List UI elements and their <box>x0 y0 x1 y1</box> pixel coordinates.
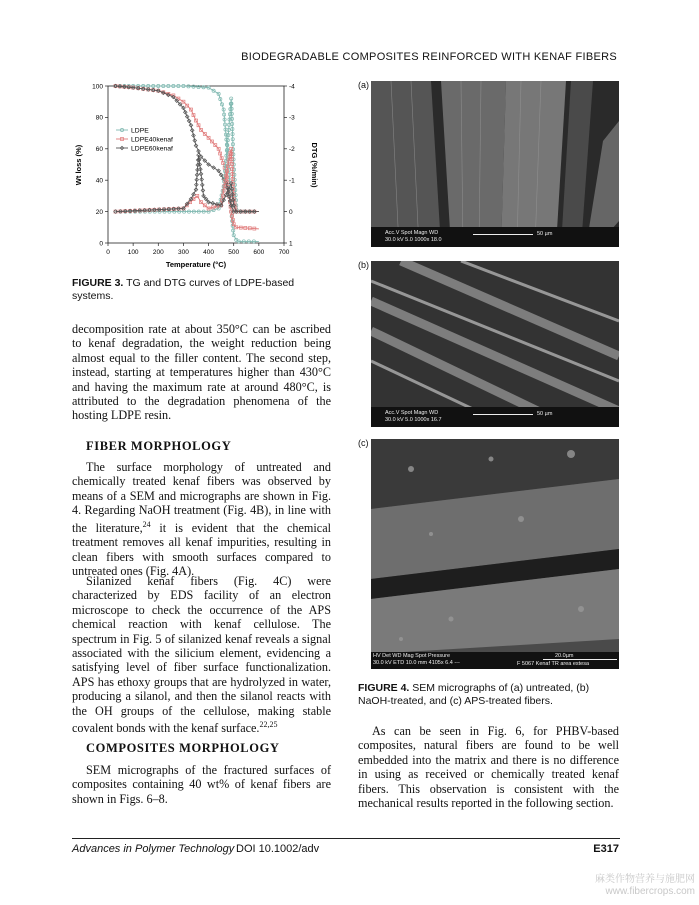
x-tick-label: 500 <box>228 249 240 256</box>
panel-a-scale-label: 50 µm <box>537 231 553 237</box>
panel-c-sample-label: F 5067 Kenaf TR area estesa <box>517 661 590 667</box>
paragraph-silanized <box>72 574 331 736</box>
footer-rule <box>72 838 620 839</box>
paragraph-decomposition: decomposition rate at about 350°C can be ascribed to kenaf degradation, the weight reduction being almost equal to the filler content. The second step, instead, starting at temperatures higher than 430°C and having the maximum rate at around 480°C, is attributed to the degradation phenomena of the hosting LDPE resin. <box>72 322 331 423</box>
sem-image-untreated <box>371 81 619 247</box>
panel-c-letter: (c) <box>358 438 369 448</box>
watermark <box>595 874 695 898</box>
panel-b-info-bottom: 30.0 kV 5.0 1000x 16.7 <box>385 417 442 423</box>
panel-c-scale-label: 20.0µm <box>555 653 574 659</box>
x-tick-label: 400 <box>203 249 215 256</box>
figure-4-label: FIGURE 4. <box>358 682 410 694</box>
x-tick-label: 600 <box>253 249 265 256</box>
heading-fiber-morphology: FIBER MORPHOLOGY <box>86 439 232 453</box>
x-tick-label: 700 <box>278 249 290 256</box>
panel-b-scale-label: 50 µm <box>537 411 553 417</box>
panel-a-info-bottom: 30.0 kV 5.0 1000x 18.0 <box>385 237 442 243</box>
y-axis-label: Wt loss (%) <box>74 144 83 186</box>
heading-composites-morphology: COMPOSITES MORPHOLOGY <box>86 741 280 755</box>
panel-b-scale-bar <box>473 414 533 415</box>
legend-label: LDPE <box>131 127 149 135</box>
figure-3-caption <box>72 277 322 303</box>
paragraph-surface-morphology-b: it is evident that the chemical treatment removes all kenaf impurities, resulting in clean fibers with smooth surfaces compared to untreated ones (Fig. 4A). <box>72 520 331 578</box>
panel-a-scale-bar <box>473 234 533 235</box>
panel-c-info-top: HV Det WD Mag Spot Pressure <box>373 653 451 659</box>
footer-page-number: E317 <box>593 843 619 855</box>
figure-3-caption-text: TG and DTG curves of LDPE-based systems. <box>72 277 295 302</box>
watermark-line-2: www.fibercrops.com <box>605 886 695 897</box>
sem-image-naoh-treated <box>371 261 619 427</box>
series-line <box>116 86 259 241</box>
figure-3-chart <box>72 78 322 270</box>
paragraph-phbv-composites: As can be seen in Fig. 6, for PHBV-based composites, natural fibers are found to be well embedded into the matrix and there is no difference in using as received or chemically treated kenaf fibers. This observation is consistent with the mechanical results reported in the following section. <box>358 724 619 811</box>
x-tick-label: 100 <box>127 249 139 256</box>
y2-tick-label: 1 <box>289 240 293 248</box>
footer-doi: DOI 10.1002/adv <box>236 843 320 855</box>
x-tick-label: 0 <box>106 249 110 256</box>
footer-journal: Advances in Polymer Technology <box>72 843 235 855</box>
running-header: BIODEGRADABLE COMPOSITES REINFORCED WITH KENAF FIBERS <box>241 51 617 63</box>
y-tick-label: 40 <box>95 177 103 185</box>
paragraph-silanized-text: Silanized kenaf fibers (Fig. 4C) were characterized by EDS facility of an electron microscope to check the occurrence of the APS chemical reaction with kenaf cellulose. The spectrum in Fig. 5 of silanized kenaf reveals a signal associated with the silicium element, evidencing a satisfying level of fiber surface functionalization. APS has ethoxy groups that are hydrolyzed in water, producing a silanol, and then the silanol reacts with the OH groups of the cellulose, making stable covalent bonds with the kenaf surface. <box>72 574 331 736</box>
panel-c-info-bottom: 30.0 kV ETD 10.0 mm 4105x 6.4 --- <box>373 660 460 666</box>
y2-tick-label: -1 <box>289 177 295 185</box>
panel-a-letter: (a) <box>358 80 369 90</box>
x-axis-label: Temperature (°C) <box>165 260 227 269</box>
y-tick-label: 60 <box>95 146 103 154</box>
reference-22-25: 22,25 <box>259 720 278 730</box>
tg-dtg-chart <box>72 78 322 270</box>
x-tick-label: 200 <box>152 249 164 256</box>
panel-a-info-top: Acc.V Spot Magn WD <box>385 230 439 236</box>
y2-tick-label: -2 <box>289 146 295 154</box>
figure-4-caption-text: SEM micrographs of (a) untreated, (b) NaOH-treated, and (c) APS-treated fibers. <box>358 682 590 707</box>
panel-b-letter: (b) <box>358 260 369 270</box>
y2-tick-label: -3 <box>289 114 295 122</box>
y-tick-label: 0 <box>99 240 103 248</box>
panel-b-info-top: Acc.V Spot Magn WD <box>385 410 439 416</box>
y2-tick-label: -4 <box>289 83 295 91</box>
figure-3-label: FIGURE 3. <box>72 277 124 289</box>
series-line <box>116 155 259 212</box>
legend-label: LDPE60kenaf <box>131 145 173 153</box>
x-tick-label: 300 <box>177 249 189 256</box>
reference-24: 24 <box>142 519 151 529</box>
sem-image-aps-treated <box>371 439 619 669</box>
y2-axis-label: DTG (%/min) <box>310 142 319 188</box>
y-tick-label: 20 <box>95 208 103 216</box>
y-tick-label: 100 <box>92 83 103 91</box>
y-tick-label: 80 <box>95 114 103 122</box>
watermark-line-1: 麻类作物营养与施肥网 <box>595 874 695 885</box>
panel-c-scale-bar <box>543 659 617 660</box>
paragraph-surface-morphology <box>72 460 331 578</box>
paragraph-sem-micrographs: SEM micrographs of the fractured surfaces of composites containing 40 wt% of kenaf fibers are shown in Figs. 6–8. <box>72 763 331 806</box>
legend-label: LDPE40kenaf <box>131 136 173 144</box>
figure-4-caption <box>358 682 620 708</box>
y2-tick-label: 0 <box>289 208 293 216</box>
paragraph-surface-morphology-a: The surface morphology of untreated and chemically treated kenaf fibers was observed by means of a SEM and micrographs are shown in Fig. 4. Regarding NaOH treatment (Fig. 4B), in line with the literature, <box>72 460 331 535</box>
